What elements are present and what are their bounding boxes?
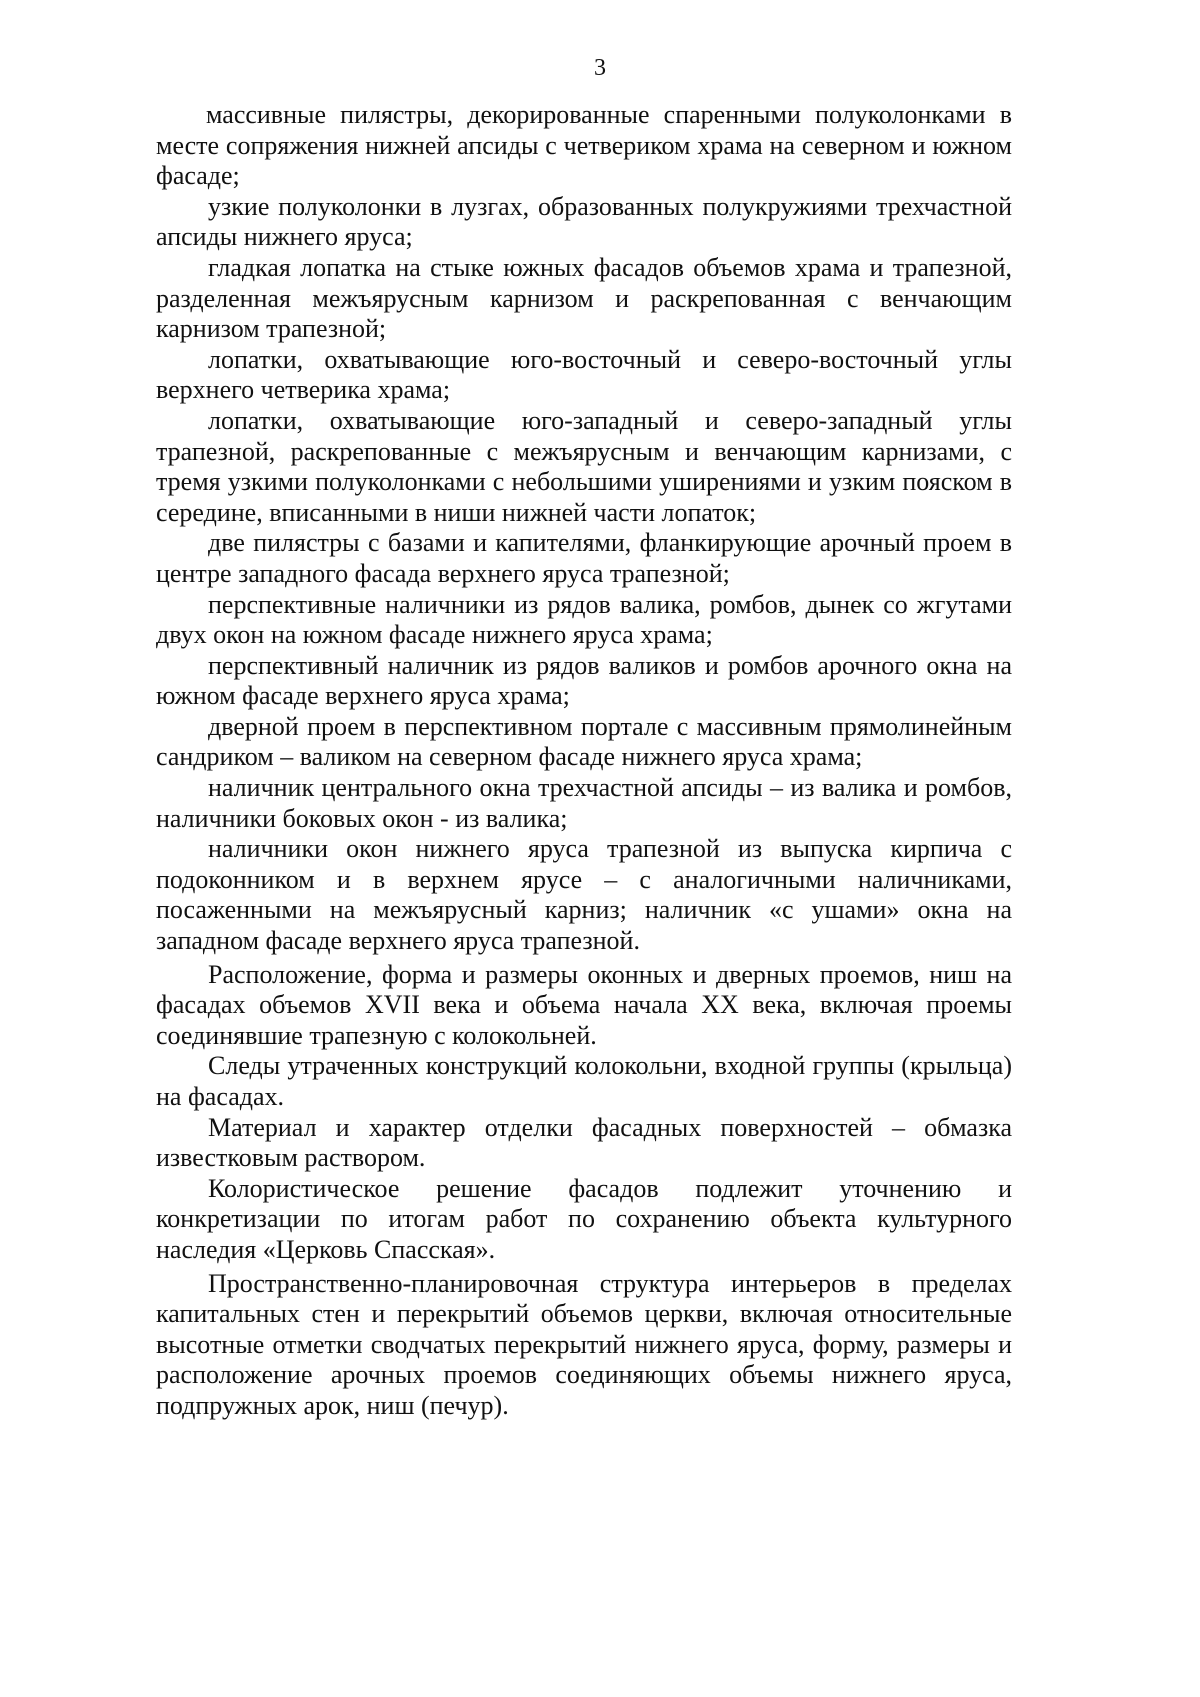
paragraph-9: дверной проем в перспективном портале с массивным прямолинейным сандриком – валиком на северном фасаде нижнего яруса храма;	[156, 711, 1012, 772]
paragraph-11: наличники окон нижнего яруса трапезной из выпуска кирпича с подоконником и в верхнем ярусе – с аналогичными наличниками, посаженными на межъярусный карниз; наличник «с ушами» окна на западном фасаде верхнего яруса трапезной.	[156, 834, 1012, 956]
paragraph-8: перспективный наличник из рядов валиков и ромбов арочного окна на южном фасаде верхнего яруса храма;	[156, 650, 1012, 711]
paragraph-15: Колористическое решение фасадов подлежит уточнению и конкретизации по итогам работ по сохранению объекта культурного наследия «Церковь Спасская».	[156, 1173, 1012, 1264]
paragraph-2: узкие полуколонки в лузгах, образованных полукружиями трехчастной апсиды нижнего яруса;	[156, 191, 1012, 252]
page-number: 3	[594, 55, 606, 81]
paragraph-14: Материал и характер отделки фасадных поверхностей – обмазка известковым раствором.	[156, 1112, 1012, 1173]
paragraph-6: две пилястры с базами и капителями, фланкирующие арочный проем в центре западного фасада верхнего яруса трапезной;	[156, 528, 1012, 588]
paragraph-4: лопатки, охватывающие юго-восточный и северо-восточный углы верхнего четверика храма;	[156, 344, 1012, 405]
paragraph-1: массивные пилястры, декорированные спаренными полуколонками в месте сопряжения нижней апсиды с четвериком храма на северном и южном фасаде;	[156, 100, 1012, 191]
paragraph-13: Следы утраченных конструкций колокольни, входной группы (крыльца) на фасадах.	[156, 1051, 1012, 1111]
paragraph-5: лопатки, охватывающие юго-западный и северо-западный углы трапезной, раскрепованные с межъярусным и венчающим карнизами, с тремя узкими полуколонками с небольшими уширениями и узким пояском в середине, вписанными в ниши нижней части лопаток;	[156, 405, 1012, 527]
paragraph-12: Расположение, форма и размеры оконных и дверных проемов, ниш на фасадах объемов XVII века и объема начала XX века, включая проемы соединявшие трапезную с колокольней.	[156, 959, 1012, 1050]
document-body	[156, 100, 1012, 1422]
paragraph-7: перспективные наличники из рядов валика, ромбов, дынек со жгутами двух окон на южном фасаде нижнего яруса храма;	[156, 589, 1012, 650]
paragraph-10: наличник центрального окна трехчастной апсиды – из валика и ромбов, наличники боковых окон - из валика;	[156, 773, 1012, 833]
paragraph-16: Пространственно-планировочная структура интерьеров в пределах капитальных стен и перекрытий объемов церкви, включая относительные высотные отметки сводчатых перекрытий нижнего яруса, форму, размеры и расположение арочных проемов соединяющих объемы нижнего яруса, подпружных арок, ниш (печур).	[156, 1268, 1012, 1420]
paragraph-3: гладкая лопатка на стыке южных фасадов объемов храма и трапезной, разделенная межъярусным карнизом и раскрепованная с венчающим карнизом трапезной;	[156, 252, 1012, 344]
